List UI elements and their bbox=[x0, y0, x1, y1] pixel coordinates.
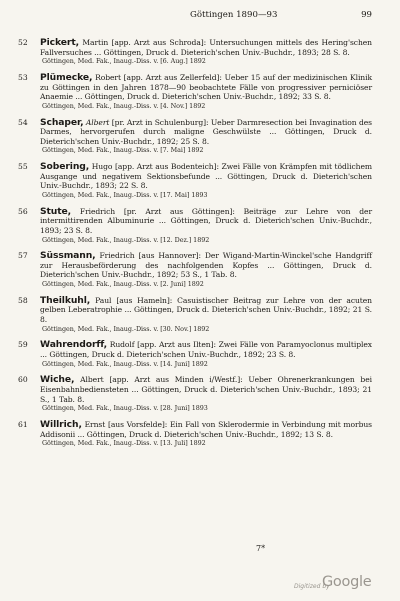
entry-number: 60 bbox=[18, 375, 28, 385]
author-given-name: Friedrich bbox=[99, 251, 135, 261]
entry-text bbox=[40, 118, 372, 147]
entry-number: 57 bbox=[18, 251, 28, 261]
page-number: 99 bbox=[361, 10, 372, 20]
author-surname: Sobering, bbox=[40, 161, 90, 173]
entry-number: 54 bbox=[18, 117, 28, 127]
author-surname: Plümecke, bbox=[40, 71, 93, 83]
list-item bbox=[18, 162, 372, 199]
author-surname: Wahrendorff, bbox=[40, 339, 108, 351]
digitized-by-google-watermark bbox=[294, 574, 394, 598]
entry-publication-note: Göttingen, Med. Fak., Inaug.-Diss. v. [6. Aug.] 1892 bbox=[42, 57, 206, 66]
entry-publication-note: Göttingen, Med. Fak., Inaug.-Diss. v. [13. Juli] 1892 bbox=[42, 439, 206, 448]
watermark-prefix: Digitized by bbox=[294, 583, 330, 590]
entry-description: [pr. Arzt aus Göttingen]: Beiträge zur Lehre von der intermittirenden Albuminurie ... Göttingen, Druck d. Dieterich'schen Univ.-Buchdr., 1893; 23 S. 8. bbox=[40, 206, 372, 235]
list-item bbox=[18, 340, 372, 368]
entry-number: 58 bbox=[18, 295, 28, 305]
entry-number: 61 bbox=[18, 420, 28, 430]
entry-text bbox=[40, 162, 372, 191]
entry-publication-note: Göttingen, Med. Fak., Inaug.-Diss. v. [7. Mai] 1892 bbox=[42, 146, 204, 155]
entry-description: [app. Arzt aus Schroda]: Untersuchungen mittels des Hering'schen Fallversuches ... Göttingen, Druck d. Dieterich'schen Univ.-Buchdr., 1893; 28 S. 8. bbox=[40, 38, 372, 57]
list-item bbox=[18, 251, 372, 288]
entry-description: [aus Hannover]: Der Wigand-Martin-Winckel'sche Handgriff zur Herausbeförderung des nachfolgenden Kopfes ... Göttingen, Druck d. Dieterich'schen Univ.-Buchdr., 1892; 53 S., 1 Tab. 8. bbox=[40, 251, 372, 280]
author-surname: Wiche, bbox=[40, 374, 75, 386]
entry-publication-note: Göttingen, Med. Fak., Inaug.-Diss. v. [28. Juni] 1893 bbox=[42, 404, 208, 413]
entry-number: 56 bbox=[18, 206, 28, 216]
entry-publication-note: Göttingen, Med. Fak., Inaug.-Diss. v. [12. Dez.] 1892 bbox=[42, 235, 210, 244]
author-given-name: Paul bbox=[95, 295, 112, 305]
entry-number: 59 bbox=[18, 340, 28, 350]
author-given-name: Martin bbox=[82, 38, 109, 47]
list-item bbox=[18, 207, 372, 244]
entry-text bbox=[40, 340, 372, 359]
entry-text bbox=[40, 38, 372, 57]
entry-text bbox=[40, 207, 372, 236]
author-surname: Pickert, bbox=[40, 37, 80, 48]
entry-text bbox=[40, 420, 372, 439]
entry-text bbox=[40, 296, 372, 325]
author-given-name: Rudolf bbox=[109, 340, 135, 350]
entry-text bbox=[40, 375, 372, 404]
entry-number: 53 bbox=[18, 72, 28, 82]
entry-text bbox=[40, 251, 372, 280]
entry-description: [app. Arzt aus Minden i/Westf.]: Ueber Ohrenerkrankungen bei Eisenbahnbediensteten ... Göttingen, Druck d. Dieterich'schen Univ.-Buchdr., 1893; 21 S., 1 Tab. 8. bbox=[40, 375, 372, 404]
list-item bbox=[18, 118, 372, 155]
list-item bbox=[18, 420, 372, 448]
list-item bbox=[18, 38, 372, 66]
author-given-name: Albert bbox=[80, 375, 104, 385]
google-logo: Google bbox=[322, 574, 372, 590]
signature-mark: 7* bbox=[256, 544, 266, 553]
dissertation-list bbox=[18, 38, 372, 455]
running-title: Göttingen 1890—93 bbox=[190, 10, 278, 20]
author-given-name: Ernst bbox=[84, 420, 106, 430]
entry-description: [aus Vorsfelde]: Ein Fall von Sklerodermie in Verbindung mit morbus Addisonii ... Göttingen, Druck d. Dieterich'schen Univ.-Buchdr., 1892; 13 S. 8. bbox=[40, 420, 373, 439]
entry-publication-note: Göttingen, Med. Fak., Inaug.-Diss. v. [2. Juni] 1892 bbox=[42, 280, 204, 289]
author-surname: Theilkuhl, bbox=[40, 294, 91, 306]
entry-description: [app. Arzt aus Zellerfeld]: Ueber 15 auf der medizinischen Klinik zu Göttingen in den Jahren 1878—90 beobachtete Fälle von progressiver perniciöser Anaemie ... Göttingen, Druck d. Dieterich'schen Univ.-Buchdr., 1892; 33 S. 8. bbox=[40, 72, 372, 102]
author-given-name: Friedrich bbox=[79, 206, 116, 216]
entry-description: [app. Arzt aus Ilten]: Zwei Fälle von Paramyoclonus multiplex ... Göttingen, Druck d. Dieterich'schen Univ.-Buchdr., 1892; 23 S. 8. bbox=[40, 340, 372, 360]
page-header bbox=[40, 10, 372, 24]
entry-description: [app. Arzt aus Bodenteich]: Zwei Fälle von Krämpfen mit tödlichem Ausgange und negativem Sektionsbefunde ... Göttingen, Druck d. Dieterich'schen Univ.-Buchdr., 1893; 22 S. 8. bbox=[40, 162, 372, 191]
list-item bbox=[18, 296, 372, 333]
entry-publication-note: Göttingen, Med. Fak., Inaug.-Diss. v. [30. Nov.] 1892 bbox=[42, 324, 210, 333]
entry-number: 52 bbox=[18, 38, 28, 47]
author-given-name: Albert bbox=[85, 117, 110, 127]
author-given-name: Hugo bbox=[91, 162, 113, 172]
list-item bbox=[18, 375, 372, 412]
author-surname: Willrich, bbox=[40, 419, 82, 431]
entry-description: [aus Hameln]: Casuistischer Beitrag zur Lehre von der acuten gelben Leberatrophie ... Göttingen, Druck d. Dieterich'schen Univ.-Buchdr., 1892; 21 S. 8. bbox=[40, 295, 372, 325]
entry-publication-note: Göttingen, Med. Fak., Inaug.-Diss. v. [14. Juni] 1892 bbox=[42, 359, 208, 368]
entry-publication-note: Göttingen, Med. Fak., Inaug.-Diss. v. [17. Mai] 1893 bbox=[42, 190, 208, 199]
author-surname: Süssmann, bbox=[40, 250, 96, 262]
entry-text bbox=[40, 73, 372, 102]
entry-publication-note: Göttingen, Med. Fak., Inaug.-Diss. v. [4. Nov.] 1892 bbox=[42, 101, 206, 110]
author-surname: Schaper, bbox=[40, 116, 84, 128]
author-given-name: Robert bbox=[95, 72, 121, 82]
entry-description: [pr. Arzt in Schulenburg]: Ueber Darmresection bei Invagination des Darmes, hervorgerufen durch maligne Geschwülste ... Göttingen, Druck d. Dieterich'schen Univ.-Buchdr., 1892; 25 S. 8. bbox=[40, 117, 372, 146]
author-surname: Stute, bbox=[40, 205, 72, 217]
list-item bbox=[18, 73, 372, 110]
entry-number: 55 bbox=[18, 162, 28, 172]
